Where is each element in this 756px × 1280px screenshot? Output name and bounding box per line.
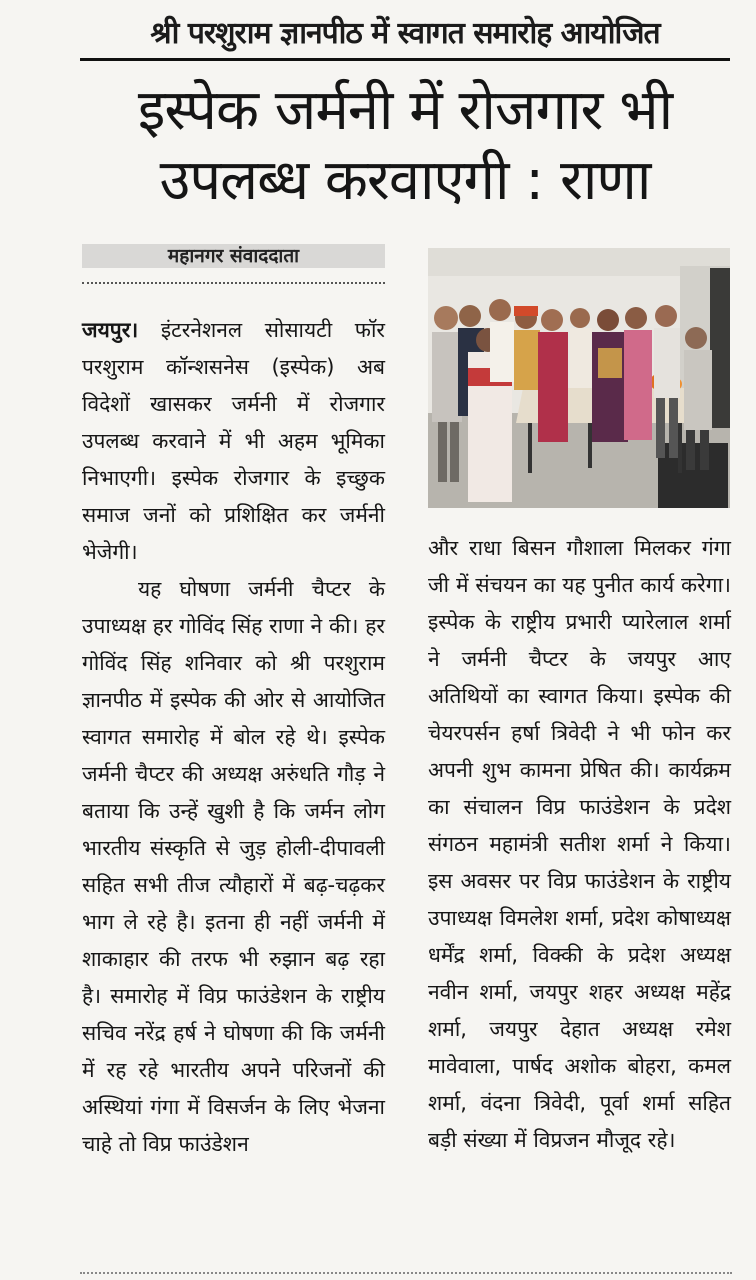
- paragraph-2: यह घोषणा जर्मनी चैप्टर के उपाध्यक्ष हर गोविंद सिंह राणा ने की। हर गोविंद सिंह शनिवार को श्री परशुराम ज्ञानपीठ में इस्पेक की ओर से आयोजित स्वागत समारोह में बोल रहे थे। इस्पेक जर्मनी चैप्टर की अध्यक्ष अरुंधति गौड़ ने बताया कि उन्हें खुशी है कि जर्मन लोग भारतीय संस्कृति से जुड़ होली-दीपावली सहित सभी तीज त्यौहारों में बढ़-चढ़कर भाग ले रहे है। इतना ही नहीं जर्मनी में शाकाहार की तरफ भी रुझान बढ़ रहा है। समारोह में विप्र फाउंडेशन के राष्ट्रीय सचिव नरेंद्र हर्ष ने घोषणा की कि जर्मनी में रह रहे भारतीय अपने परिजनों की अस्थियां गंगा में विसर्जन के लिए भेजना चाहे तो विप्र फाउंडेशन: [82, 577, 385, 1156]
- headline-line-2: उपलब्ध करवाएगी : राणा: [159, 148, 651, 213]
- kicker-headline: श्री परशुराम ज्ञानपीठ में स्वागत समारोह आयोजित: [150, 16, 660, 51]
- byline: महानगर संवाददाता: [82, 244, 385, 268]
- dateline: जयपुर।: [82, 318, 139, 342]
- kicker-rule: [80, 58, 730, 61]
- event-photo: [428, 248, 730, 508]
- event-photo-illustration: [428, 248, 730, 508]
- headline-line-1: इस्पेक जर्मनी में रोजगार भी: [137, 78, 673, 143]
- column-right: [428, 530, 731, 1159]
- paragraph-3: और राधा बिसन गौशाला मिलकर गंगा जी में संचयन का यह पुनीत कार्य करेगा। इस्पेक के राष्ट्रीय प्रभारी प्यारेलाल शर्मा ने जर्मनी चैप्टर के जयपुर आए अतिथियों का स्वागत किया। इस्पेक की चेयरपर्सन हर्षा त्रिवेदी ने भी फोन कर अपनी शुभ कामना प्रेषित की। कार्यक्रम का संचालन विप्र फाउंडेशन के प्रदेश संगठन महामंत्री सतीश शर्मा ने किया। इस अवसर पर विप्र फाउंडेशन के राष्ट्रीय उपाध्यक्ष विमलेश शर्मा, प्रदेश कोषाध्यक्ष धर्मेंद्र शर्मा, विक्की के प्रदेश अध्यक्ष नवीन शर्मा, जयपुर शहर अध्यक्ष महेंद्र शर्मा, जयपुर देहात अध्यक्ष रमेश मावेवाला, पार्षद अशोक बोहरा, कमल शर्मा, वंदना त्रिवेदी, पूर्वा शर्मा सहित बड़ी संख्या में विप्रजन मौजूद रहे।: [428, 536, 731, 1152]
- main-headline: [60, 76, 750, 216]
- column-left: [82, 312, 385, 1163]
- lead-text: इंटरनेशनल सोसायटी फॉर परशुराम कॉन्शसनेस (इस्पेक) अब विदेशों खासकर जर्मनी में रोजगार उपलब्ध करवाने में भी अहम भूमिका निभाएगी। इस्पेक रोजगार के इच्छुक समाज जनों को प्रशिक्षित कर जर्मनी भेजेगी।: [82, 318, 385, 564]
- lead-paragraph: [82, 312, 385, 571]
- bottom-divider: [80, 1272, 732, 1274]
- byline-divider: [82, 282, 385, 284]
